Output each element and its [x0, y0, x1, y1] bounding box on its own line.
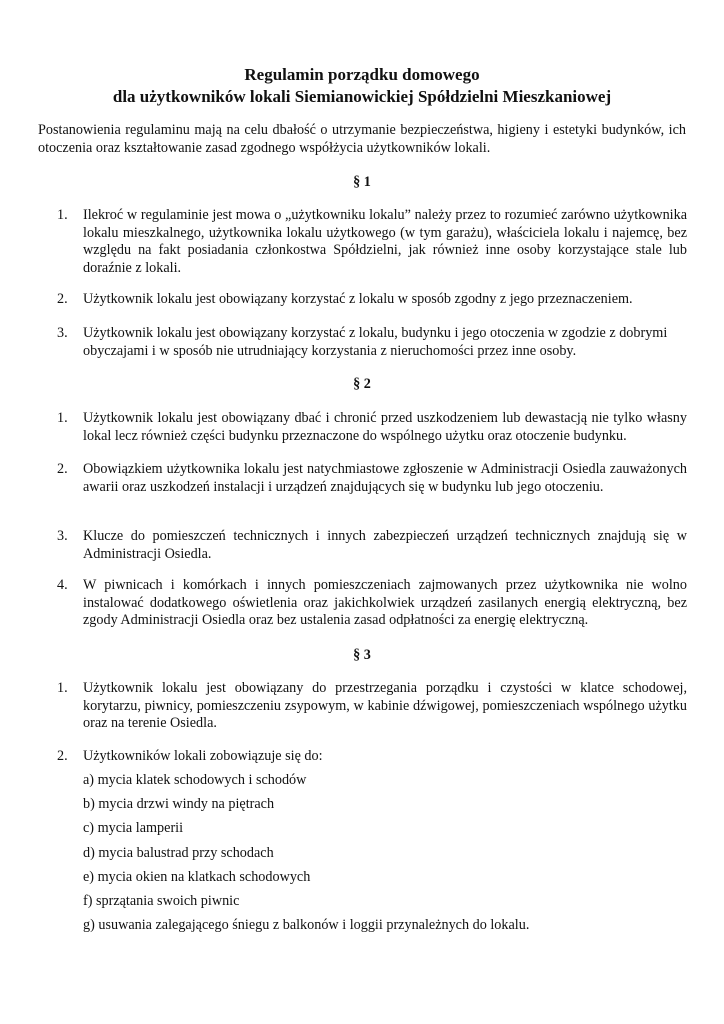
document-title-line-2: dla użytkowników lokali Siemianowickiej Spółdzielni Mieszkaniowej [112, 87, 612, 106]
list-item-number: 4. [57, 577, 68, 593]
list-item-number: 3. [57, 528, 68, 544]
list-item-text: Użytkownik lokalu jest obowiązany dbać i chronić przed uszkodzeniem lub dewastacją nie tylko własny lokal lecz również części budynku przeznaczone do wspólnego użytku oraz otoczenie budynku. [83, 410, 687, 444]
list-item [57, 577, 687, 630]
sub-list-item: b) mycia drzwi windy na piętrach [83, 796, 275, 812]
section-heading-1: § 1 [353, 174, 371, 190]
list-item-number: 1. [57, 207, 68, 223]
list-item [57, 461, 687, 496]
section-heading-2: § 2 [353, 376, 371, 392]
list-item [57, 291, 687, 309]
list-item-text: Użytkownik lokalu jest obowiązany do przestrzegania porządku i czystości w klatce schodowej, korytarzu, piwnicy, pomieszczeniu zsypowym, w kabinie dźwigowej, pomieszczeniach wspólnego użytku oraz na terenie Osiedla. [83, 680, 687, 732]
list-item-text: Ilekroć w regulaminie jest mowa o „użytkowniku lokalu” należy przez to rozumieć zarówno użytkownika lokalu mieszkalnego, użytkownika lokalu użytkowego (w tym garażu), właściciela lokalu i najemcę, bez względu na fakt posiadania członkostwa Spółdzielni, jak również inne osoby korzystające stale lub doraźnie z lokali. [83, 207, 687, 276]
list-item-text: Użytkownik lokalu jest obowiązany korzystać z lokalu, budynku i jego otoczenia w zgodzie z dobrymi obyczajami i w sposób nie utrudniający korzystania z nieruchomości przez inne osoby. [83, 325, 668, 359]
list-item-text: Użytkowników lokali zobowiązuje się do: [83, 748, 323, 764]
list-item-number: 2. [57, 461, 68, 477]
sub-list-item: f) sprzątania swoich piwnic [83, 893, 240, 909]
section-heading-3: § 3 [353, 647, 371, 663]
sub-list-item: d) mycia balustrad przy schodach [83, 845, 274, 861]
list-item-number: 2. [57, 291, 68, 307]
document-title-line-1: Regulamin porządku domowego [244, 65, 480, 84]
list-item-number: 1. [57, 680, 68, 696]
list-item-text: Użytkownik lokalu jest obowiązany korzystać z lokalu w sposób zgodny z jego przeznaczeniem. [83, 291, 633, 307]
list-item-number: 2. [57, 748, 68, 764]
list-item-number: 1. [57, 410, 68, 426]
list-item [57, 528, 687, 563]
list-item-text: Klucze do pomieszczeń technicznych i innych zabezpieczeń urządzeń technicznych znajdują się w Administracji Osiedla. [83, 528, 687, 562]
sub-list-item: a) mycia klatek schodowych i schodów [83, 772, 307, 788]
list-item-number: 3. [57, 325, 68, 341]
list-item [57, 748, 687, 766]
list-item [57, 207, 687, 277]
intro-paragraph: Postanowienia regulaminu mają na celu dbałość o utrzymanie bezpieczeństwa, higieny i estetyki budynków, ich otoczenia oraz kształtowanie zasad zgodnego współżycia użytkowników lokali. [38, 122, 686, 156]
list-item-text: Obowiązkiem użytkownika lokalu jest natychmiastowe zgłoszenie w Administracji Osiedla zauważonych awarii oraz uszkodzeń instalacji i urządzeń znajdujących się w budynku lub jego otoczeniu. [83, 461, 687, 495]
sub-list-item: e) mycia okien na klatkach schodowych [83, 869, 311, 885]
list-item-text: W piwnicach i komórkach i innych pomieszczeniach zajmowanych przez użytkownika nie wolno instalować dodatkowego oświetlenia oraz jakichkolwiek urządzeń zasilanych energią elektryczną, bez zgody Administracji Osiedla oraz bez ustalenia zasad odpłatności za energię elektryczną. [83, 577, 687, 629]
list-item [57, 325, 687, 360]
sub-list-item: c) mycia lamperii [83, 820, 184, 836]
list-item [57, 680, 687, 733]
sub-list-item: g) usuwania zalegającego śniegu z balkonów i loggii przynależnych do lokalu. [83, 917, 530, 933]
list-item [57, 410, 687, 445]
